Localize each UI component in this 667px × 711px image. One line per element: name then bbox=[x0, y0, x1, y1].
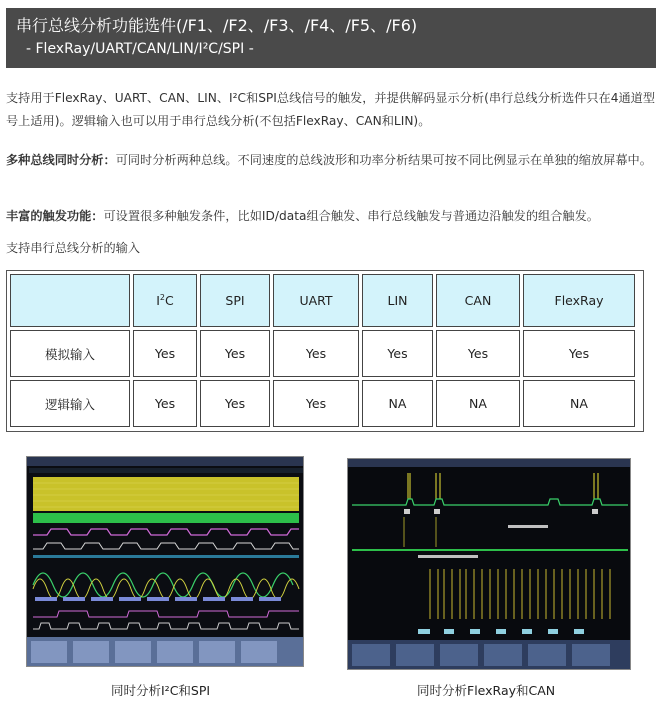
trigger-paragraph bbox=[6, 205, 658, 228]
support-table-frame bbox=[6, 270, 644, 432]
trigger-label: 丰富的触发功能： bbox=[6, 209, 104, 223]
table-cell: NA bbox=[523, 380, 635, 427]
intro-paragraph: 支持用于FlexRay、UART、CAN、LIN、I²C和SPI总线信号的触发，并提供解码显示分析(串行总线分析选件只在4通道型号上适用)。逻辑输入也可以用于串行总线分析(不包括FlexRay、CAN和LIN)。 bbox=[6, 91, 656, 128]
row-label: 模拟输入 bbox=[10, 330, 130, 377]
multi-bus-paragraph bbox=[6, 149, 658, 172]
multi-bus-label: 多种总线同时分析： bbox=[6, 153, 116, 167]
table-header-cell: SPI bbox=[200, 274, 270, 327]
table-row bbox=[10, 330, 635, 377]
table-header-cell: $I^2C$ bbox=[133, 274, 197, 327]
oscilloscope-screenshot-i2c-spi bbox=[26, 456, 304, 667]
page-subtitle: - FlexRay/UART/CAN/LIN/I²C/SPI - bbox=[26, 41, 254, 57]
table-cell: Yes bbox=[273, 380, 359, 427]
caption-right: 同时分析FlexRay和CAN bbox=[417, 683, 556, 698]
table-header-cell bbox=[10, 274, 130, 327]
table-cell: Yes bbox=[436, 330, 520, 377]
table-cell: Yes bbox=[273, 330, 359, 377]
oscilloscope-waveform-image bbox=[348, 459, 631, 670]
row-label: 逻辑输入 bbox=[10, 380, 130, 427]
oscilloscope-waveform-image bbox=[27, 457, 304, 667]
table-cell: NA bbox=[362, 380, 433, 427]
table-header-cell: UART bbox=[273, 274, 359, 327]
table-header-row bbox=[10, 274, 635, 327]
page-title: 串行总线分析功能选件(/F1、/F2、/F3、/F4、/F5、/F6) bbox=[16, 16, 418, 35]
support-table bbox=[7, 271, 638, 430]
multi-bus-text: 可同时分析两种总线。不同速度的总线波形和功率分析结果可按不同比例显示在单独的缩放屏幕中。 bbox=[115, 153, 652, 167]
table-cell: Yes bbox=[362, 330, 433, 377]
table-row bbox=[10, 380, 635, 427]
table-cell: Yes bbox=[523, 330, 635, 377]
table-cell: Yes bbox=[133, 380, 197, 427]
trigger-text: 可设置很多种触发条件，比如ID/data组合触发、串行总线触发与普通边沿触发的组合触发。 bbox=[103, 209, 599, 223]
table-cell: NA bbox=[436, 380, 520, 427]
oscilloscope-screenshot-flexray-can bbox=[347, 458, 631, 670]
caption-left: 同时分析I²C和SPI bbox=[111, 683, 211, 698]
table-cell: Yes bbox=[133, 330, 197, 377]
table-title: 支持串行总线分析的输入 bbox=[6, 241, 141, 255]
table-header-cell: CAN bbox=[436, 274, 520, 327]
table-header-cell: LIN bbox=[362, 274, 433, 327]
page-header bbox=[6, 8, 656, 68]
table-cell: Yes bbox=[200, 380, 270, 427]
table-header-cell: FlexRay bbox=[523, 274, 635, 327]
table-cell: Yes bbox=[200, 330, 270, 377]
